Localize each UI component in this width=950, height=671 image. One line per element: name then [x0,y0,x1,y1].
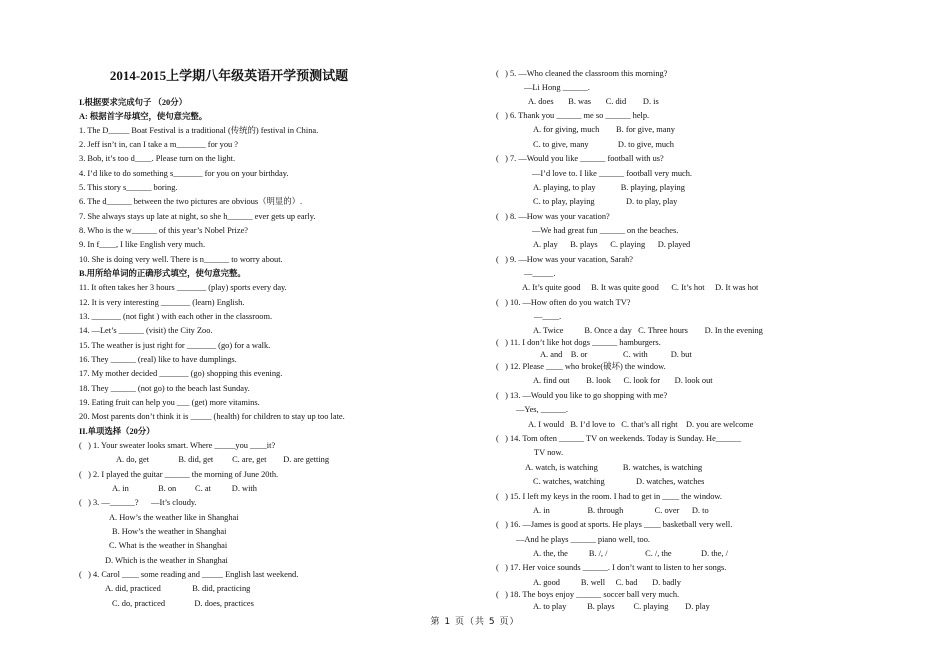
question-line: A. in B. through C. over D. to [533,506,709,515]
section-heading: II.单项选择（20分） [79,427,155,436]
question-line: A. How’s the weather like in Shanghai [109,513,239,522]
question-line: 7. She always stays up late at night, so she h______ ever gets up early. [79,212,316,221]
question-line: —Li Hong ______. [524,83,590,92]
question-line: ( ) 11. I don’t like hot dogs ______ hamburgers. [496,338,661,347]
question-line: 2. Jeff isn’t in, can I take a m_______ for you ? [79,140,239,149]
question-line: 4. I’d like to do something s_______ for you on your birthday. [79,169,289,178]
question-line: 5. This story s______ boring. [79,183,178,192]
question-line: —_____. [524,269,556,278]
question-line: A. and B. or C. with D. but [540,350,692,359]
question-line: A. do, get B. did, get C. are, get D. are getting [116,455,330,464]
question-line: 8. Who is the w______ of this year’s Nobel Prize? [79,226,249,235]
question-line: C. watches, watching D. watches, watches [533,477,705,486]
question-line: 6. The d______ between the two pictures are obvious（明显的）. [79,197,303,206]
subsection-heading: A: 根据首字母填空，使句意完整。 [79,112,208,121]
question-line: A. I would B. I’d love to C. that’s all right D. you are welcome [528,420,754,429]
question-line: A. did, practiced B. did, practicing [105,584,251,593]
question-line: —I’d love to. I like ______ football very much. [532,169,693,178]
question-line: 19. Eating fruit can help you ___ (get) more vitamins. [79,398,260,407]
question-line: A. for giving, much B. for give, many [533,125,675,134]
subsection-heading: B.用所给单词的正确形式填空，使句意完整。 [79,269,246,278]
question-line: A. good B. well C. bad D. badly [533,578,681,587]
question-line: ( ) 10. —How often do you watch TV? [496,298,631,307]
question-line: D. Which is the weather in Shanghai [105,556,228,565]
question-line: ( ) 9. —How was your vacation, Sarah? [496,255,633,264]
question-line: ( ) 3. —______? —It’s cloudy. [79,498,197,507]
question-line: ( ) 12. Please ____ who broke(破坏) the window. [496,362,666,371]
question-line: 10. She is doing very well. There is n______ to worry about. [79,255,283,264]
question-line: C. What is the weather in Shanghai [109,541,228,550]
question-line: 1. The D_____ Boat Festival is a traditional (传统的) festival in China. [79,126,319,135]
question-line: C. to play, playing D. to play, play [533,197,678,206]
question-line: 9. In f____, I like English very much. [79,240,206,249]
question-line: A. to play B. plays C. playing D. play [533,602,710,611]
question-line: A. It’s quite good B. It was quite good C. It’s hot D. It was hot [522,283,759,292]
question-line: A. watch, is watching B. watches, is watching [525,463,703,472]
page-title: 2014-2015上学期八年级英语开学预测试题 [109,68,349,83]
question-line: A. find out B. look C. look for D. look out [533,376,713,385]
question-line: A. in B. on C. at D. with [112,484,257,493]
question-line: 20. Most parents don’t think it is _____ (health) for children to stay up too late. [79,412,345,421]
question-line: B. How’s the weather in Shanghai [112,527,227,536]
page-footer: 第 1 页（共 5 页） [430,617,520,627]
question-line: TV now. [534,448,564,457]
question-line: 17. My mother decided _______ (go) shopping this evening. [79,369,283,378]
question-line: C. do, practiced D. does, practices [112,599,254,608]
question-line: ( ) 5. —Who cleaned the classroom this morning? [496,69,668,78]
question-line: A. Twice B. Once a day C. Three hours D. In the evening [533,326,763,335]
question-line: 15. The weather is just right for _______ (go) for a walk. [79,341,271,350]
question-line: 13. _______ (not fight ) with each other in the classroom. [79,312,273,321]
question-line: A. does B. was C. did D. is [528,97,659,106]
question-line: ( ) 8. —How was your vacation? [496,212,610,221]
question-line: ( ) 4. Carol ____ some reading and _____ English last weekend. [79,570,299,579]
question-line: ( ) 17. Her voice sounds ______. I don’t want to listen to her songs. [496,563,727,572]
question-line: A. playing, to play B. playing, playing [533,183,685,192]
question-line: 11. It often takes her 3 hours _______ (play) sports every day. [79,283,287,292]
question-line: ( ) 16. —James is good at sports. He plays ____ basketball very well. [496,520,733,529]
question-line: ( ) 18. The boys enjoy ______ soccer ball very much. [496,590,680,599]
question-line: ( ) 7. —Would you like ______ football with us? [496,154,664,163]
question-line: ( ) 13. —Would you like to go shopping with me? [496,391,668,400]
question-line: 16. They ______ (real) like to have dumplings. [79,355,237,364]
question-line: —And he plays ______ piano well, too. [516,535,650,544]
question-line: —We had great fun ______ on the beaches. [532,226,679,235]
question-line: ( ) 6. Thank you ______ me so ______ help. [496,111,650,120]
question-line: 14. —Let’s ______ (visit) the City Zoo. [79,326,213,335]
question-line: A. play B. plays C. playing D. played [533,240,691,249]
question-line: C. to give, many D. to give, much [533,140,674,149]
question-line: ( ) 14. Tom often ______ TV on weekends. Today is Sunday. He______ [496,434,741,443]
question-line: —Yes, ______. [516,405,568,414]
section-heading: I.根据要求完成句子 （20分） [79,98,187,107]
question-line: —____. [534,312,562,321]
question-line: ( ) 2. I played the guitar ______ the morning of June 20th. [79,470,279,479]
question-line: ( ) 1. Your sweater looks smart. Where _____you ____it? [79,441,276,450]
question-line: A. the, the B. /, / C. /, the D. the, / [533,549,728,558]
question-line: 18. They ______ (not go) to the beach last Sunday. [79,384,250,393]
question-line: 3. Bob, it’s too d____. Please turn on the light. [79,154,236,163]
question-line: ( ) 15. I left my keys in the room. I had to get in ____ the window. [496,492,723,501]
question-line: 12. It is very interesting _______ (learn) English. [79,298,245,307]
